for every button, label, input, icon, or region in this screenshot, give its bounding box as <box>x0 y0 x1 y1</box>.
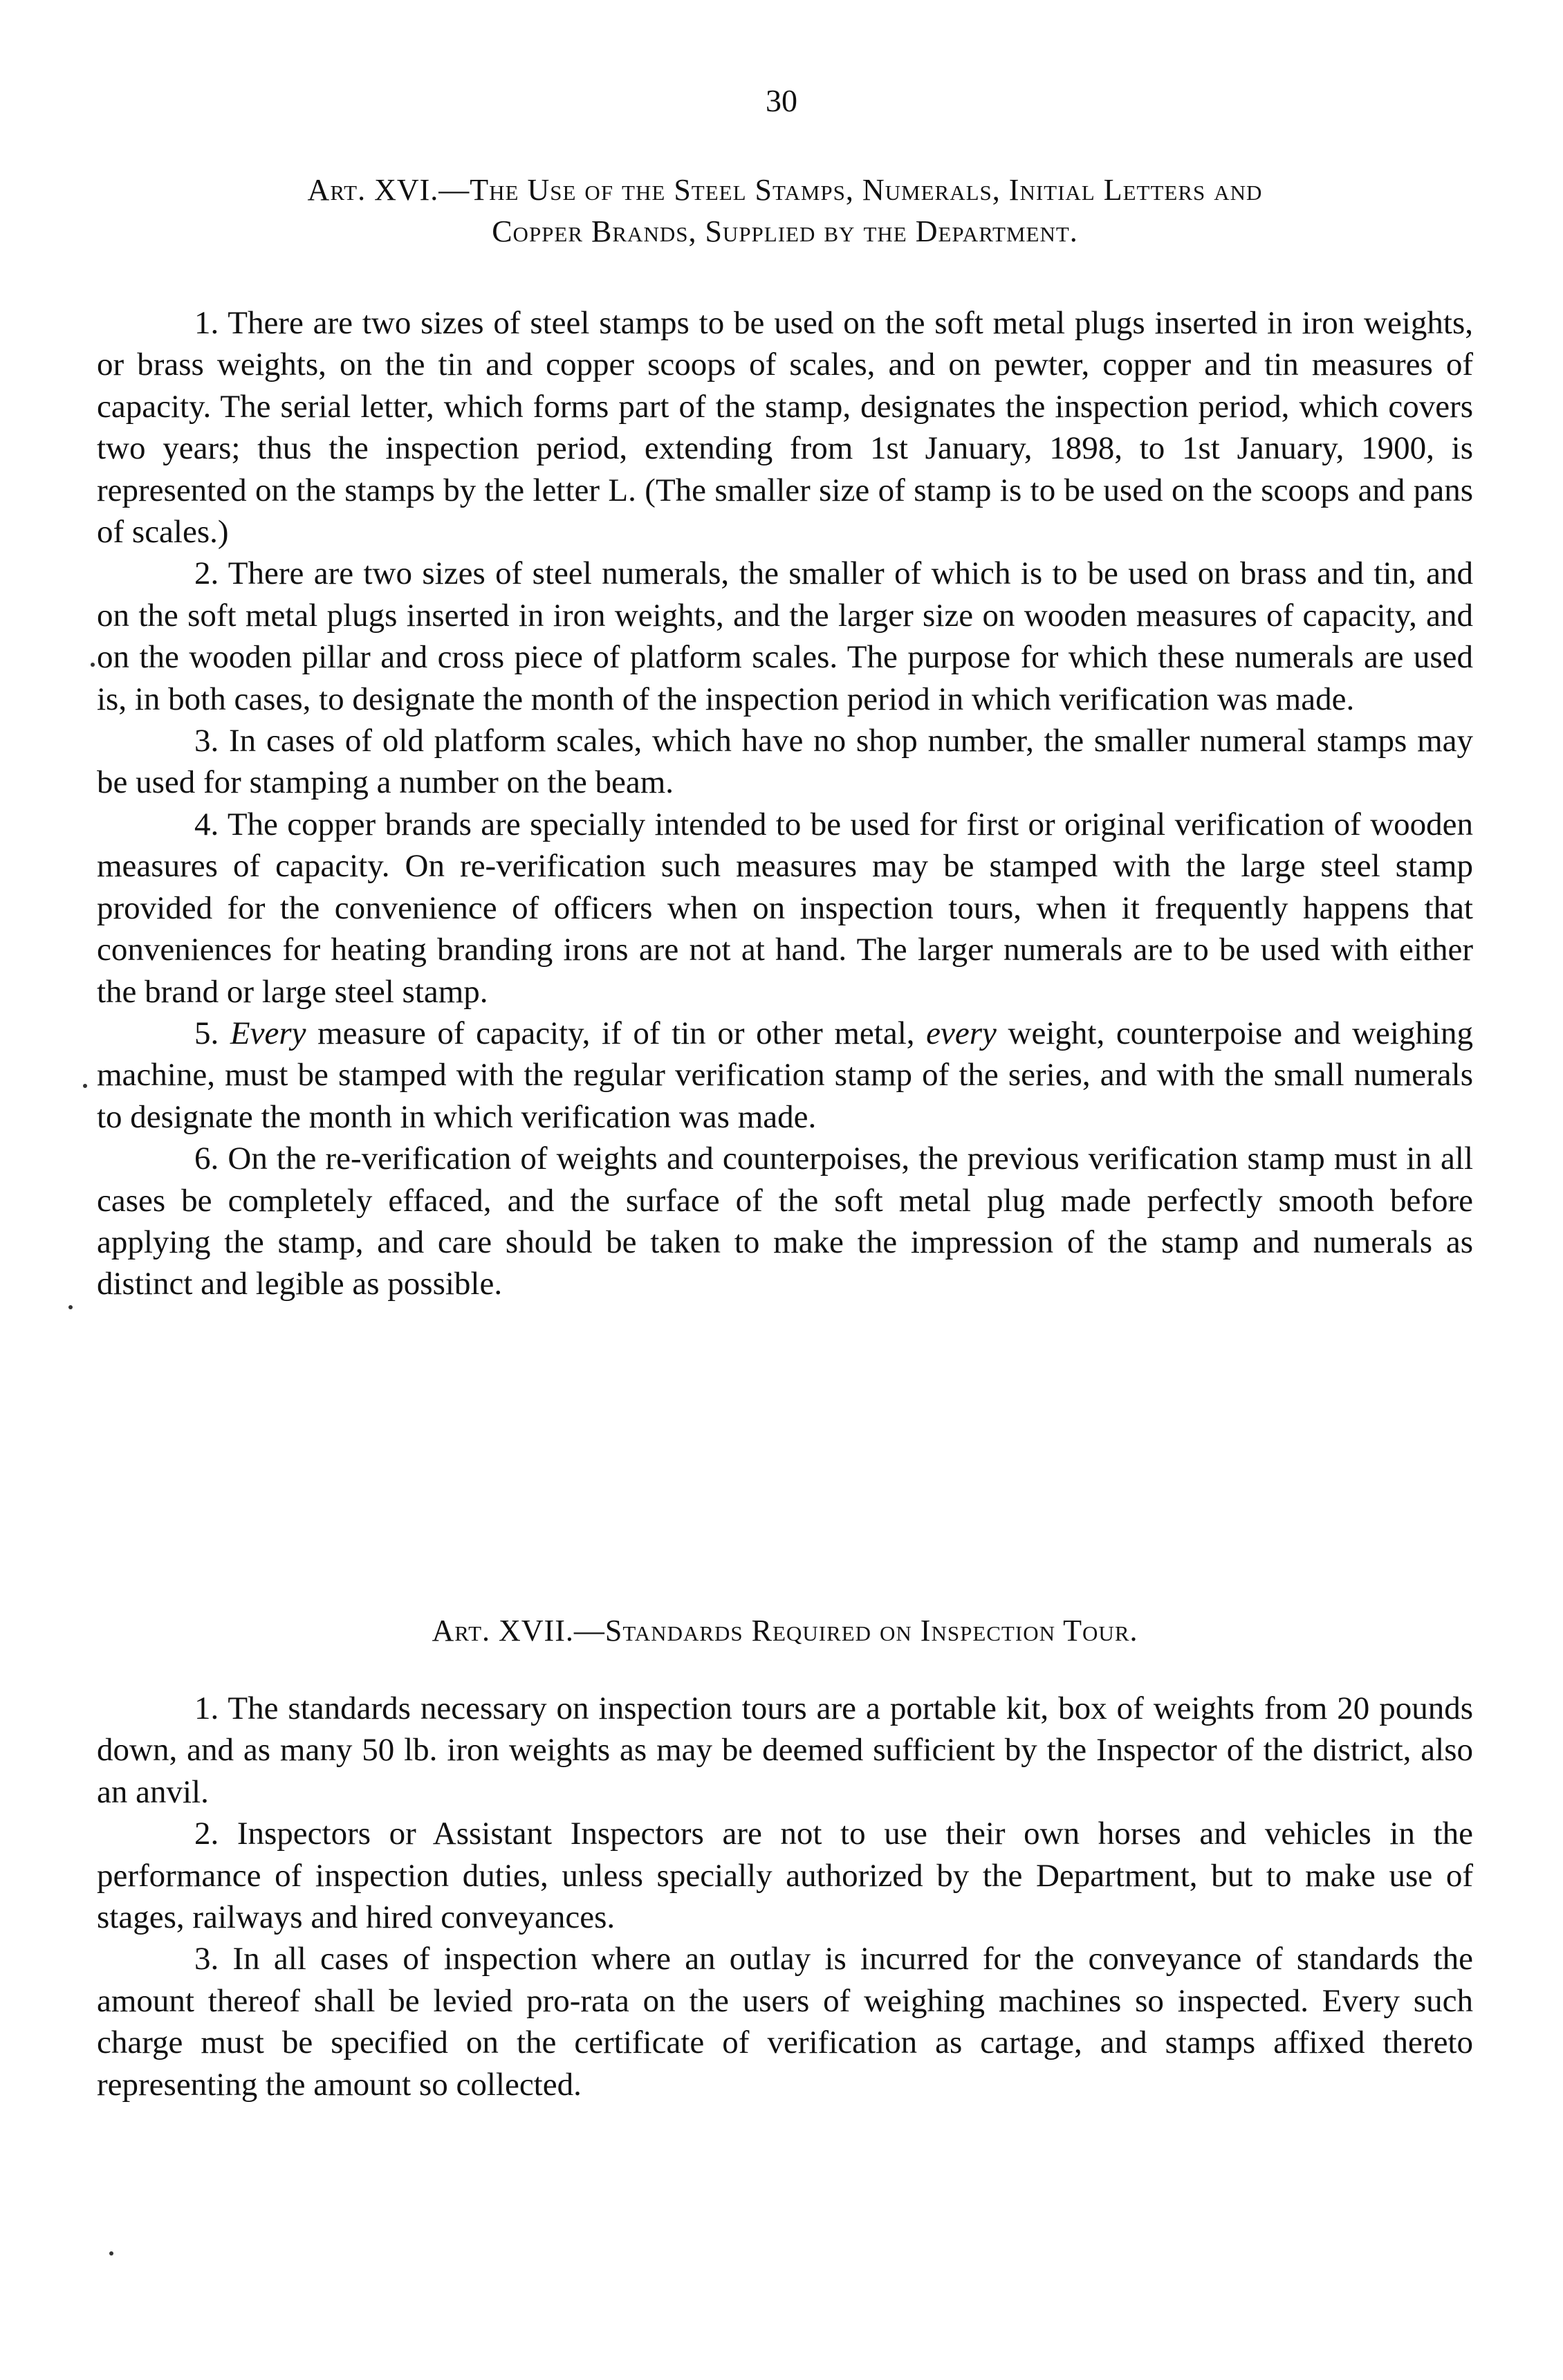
paragraph-number: 4. <box>194 806 219 842</box>
stray-ink-dot <box>83 1084 87 1088</box>
paragraph-text: The copper brands are specially intended to be used for first or original verification of wooden measures of capacity. On re-verification such measures may be stamped with the large steel stamp provided for the convenience of officers when on inspection tours, when it frequently happens that conveniences for heating branding irons are not at hand. The larger numerals are to be used with either the brand or large steel stamp. <box>97 806 1474 1010</box>
article-17-paragraph-1 <box>97 1688 1473 1813</box>
article-16-body <box>97 302 1473 1305</box>
paragraph-number: 6. <box>194 1141 219 1177</box>
article-16-paragraph-5 <box>97 1013 1473 1138</box>
stray-ink-dot <box>91 663 95 667</box>
article-17-heading-line: Art. XVII.—Standards Required on Inspection Tour. <box>432 1614 1138 1648</box>
paragraph-number: 5. <box>194 1015 219 1051</box>
paragraph-text: There are two sizes of steel numerals, the smaller of which is to be used on brass and tin, and on the soft metal plugs inserted in iron weights, and the larger size on wooden measures of capacity, and on the wooden pillar and cross piece of platform scales. The purpose for which these numerals are used is, in both cases, to designate the month of the inspection period in which verification was made. <box>97 555 1473 717</box>
stray-ink-dot <box>68 1305 73 1309</box>
paragraph-number: 3. <box>194 723 219 759</box>
paragraph-emphasis: Every <box>230 1015 306 1051</box>
paragraph-text: On the re-verification of weights and counterpoises, the previous verification stamp must in all cases be completely effaced, and the surface of the soft metal plug made perfectly smooth before applying the stamp, and care should be taken to make the impression of the stamp and numerals as distinct and legible as possible. <box>97 1141 1474 1302</box>
article-16-paragraph-2 <box>97 553 1473 720</box>
paragraph-number: 2. <box>194 555 219 592</box>
paragraph-number: 2. <box>194 1816 219 1852</box>
paragraph-text: Inspectors or Assistant Inspectors are not to use their own horses and vehicles in the performance of inspection duties, unless specially authorized by the Department, but to make use of stages, railways and hired conveyances. <box>97 1816 1473 1936</box>
article-16-paragraph-4 <box>97 804 1473 1013</box>
article-16-heading <box>97 169 1473 252</box>
article-16-heading-line-2: Copper Brands, Supplied by the Department. <box>492 214 1078 248</box>
paragraph-number: 1. <box>194 1690 219 1726</box>
article-17-body <box>97 1688 1473 2105</box>
article-16-paragraph-6 <box>97 1138 1473 1305</box>
page-number: 30 <box>766 83 797 118</box>
article-17-paragraph-3 <box>97 1938 1473 2105</box>
paragraph-number: 1. <box>194 305 219 341</box>
paragraph-number: 3. <box>194 1941 219 1977</box>
article-17-paragraph-2 <box>97 1813 1473 1938</box>
stray-ink-dot <box>109 2251 113 2256</box>
paragraph-emphasis: every <box>926 1015 997 1051</box>
article-16-paragraph-3 <box>97 720 1473 804</box>
article-16-heading-line-1: Art. XVI.—The Use of the Steel Stamps, Numerals, Initial Letters and <box>307 173 1263 207</box>
article-17-heading <box>97 1610 1473 1652</box>
paragraph-text: In cases of old platform scales, which have no shop number, the smaller numeral stamps may be used for stamping a number on the beam. <box>97 723 1474 801</box>
paragraph-text: There are two sizes of steel stamps to be used on the soft metal plugs inserted in iron weights, or brass weights, on the tin and copper scoops of scales, and on pewter, copper and tin measures of capacity. The serial letter, which forms part of the stamp, designates the inspection period, which covers two years; thus the inspection period, extending from 1st January, 1898, to 1st January, 1900, is represented on the stamps by the letter L. (The smaller size of stamp is to be used on the scoops and pans of scales.) <box>97 305 1473 551</box>
paragraph-text: The standards necessary on inspection tours are a portable kit, box of weights from 20 pounds down, and as many 50 lb. iron weights as may be deemed sufficient by the Inspector of the district, also an anvil. <box>97 1690 1473 1810</box>
paragraph-text: measure of capacity, if of tin or other metal, <box>306 1015 927 1051</box>
article-16-paragraph-1 <box>97 302 1473 553</box>
paragraph-text: In all cases of inspection where an outlay is incurred for the conveyance of standards the amount thereof shall be levied pro-rata on the users of weighing machines so inspected. Every such charge must be specified on the certificate of verification as cartage, and stamps affixed thereto representing the amount so collected. <box>97 1941 1473 2103</box>
paragraph-text: weight, counterpoise and weighing machine, must be stamped with the regular verification stamp of the series, and with the small numerals to designate the month in which verification was made. <box>97 1015 1474 1135</box>
